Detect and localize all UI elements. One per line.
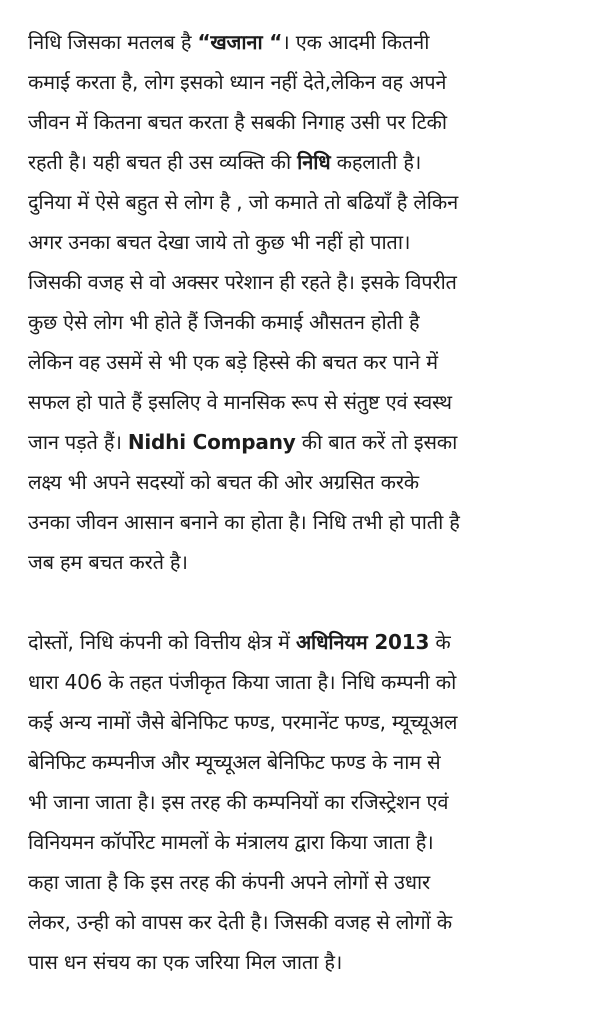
paragraph-spacer bbox=[28, 582, 571, 622]
text-run: भी जाना जाता है। इस तरह की कम्पनियों का रजिस्ट्रेशन एवं bbox=[28, 790, 449, 814]
text-run: उनका जीवन आसान बनाने का होता है। निधि तभी हो पाती है bbox=[28, 510, 460, 534]
text-line bbox=[28, 102, 571, 142]
text-run: रहती है। यही बचत ही उस व्यक्ति की bbox=[28, 150, 298, 174]
text-line bbox=[28, 142, 571, 182]
text-run: दोस्तों, निधि कंपनी को वित्तीय क्षेत्र में bbox=[28, 630, 296, 654]
text-line bbox=[28, 822, 571, 862]
text-run: जीवन में कितना बचत करता है सबकी निगाह उसी पर टिकी bbox=[28, 110, 447, 134]
text-run: कुछ ऐसे लोग भी होते हैं जिनकी कमाई औसतन होती है bbox=[28, 310, 420, 334]
text-line bbox=[28, 422, 571, 462]
text-line bbox=[28, 462, 571, 502]
text-line bbox=[28, 622, 571, 662]
bold-text: “खजाना “ bbox=[197, 30, 283, 54]
text-line bbox=[28, 262, 571, 302]
text-line bbox=[28, 702, 571, 742]
text-line bbox=[28, 902, 571, 942]
text-run: के bbox=[429, 630, 451, 654]
text-run: पास धन संचय का एक जरिया मिल जाता है। bbox=[28, 950, 343, 974]
text-run: जान पड़ते हैं। bbox=[28, 430, 128, 454]
text-run: लेकर, उन्ही को वापस कर देती है। जिसकी वजह से लोगों के bbox=[28, 910, 452, 934]
text-line bbox=[28, 662, 571, 702]
paragraph-2-text bbox=[28, 622, 571, 982]
text-line bbox=[28, 382, 571, 422]
text-line bbox=[28, 182, 571, 222]
text-line bbox=[28, 302, 571, 342]
text-run: लक्ष्य भी अपने सदस्यों को बचत की ओर अग्रसित करके bbox=[28, 470, 419, 494]
paragraph-nidhi-company-act bbox=[28, 622, 571, 982]
text-line bbox=[28, 862, 571, 902]
text-run: लेकिन वह उसमें से भी एक बड़े हिस्से की बचत कर पाने में bbox=[28, 350, 438, 374]
text-line bbox=[28, 502, 571, 542]
text-line bbox=[28, 782, 571, 822]
text-run: जब हम बचत करते है। bbox=[28, 550, 188, 574]
text-run: अगर उनका बचत देखा जाये तो कुछ भी नहीं हो पाता। bbox=[28, 230, 411, 254]
text-line bbox=[28, 22, 571, 62]
paragraph-1-text bbox=[28, 22, 571, 582]
bold-text: अधिनियम 2013 bbox=[295, 630, 430, 654]
text-run: दुनिया में ऐसे बहुत से लोग है , जो कमाते तो बढियाँ है लेकिन bbox=[28, 190, 458, 214]
text-run: निधि जिसका मतलब है bbox=[28, 30, 198, 54]
text-run: धारा 406 के तहत पंजीकृत किया जाता है। निधि कम्पनी को bbox=[28, 670, 457, 694]
text-run: कहा जाता है कि इस तरह की कंपनी अपने लोगों से उधार bbox=[28, 870, 430, 894]
text-run: बेनिफिट कम्पनीज और म्यूच्यूअल बेनिफिट फण्ड के नाम से bbox=[28, 750, 441, 774]
text-run: सफल हो पाते हैं इसलिए वे मानसिक रूप से संतुष्ट एवं स्वस्थ bbox=[28, 390, 452, 414]
text-run: की बात करें तो इसका bbox=[295, 430, 458, 454]
text-run: विनियमन कॉर्पोरेट मामलों के मंत्रालय द्वारा किया जाता है। bbox=[28, 830, 434, 854]
text-line bbox=[28, 942, 571, 982]
text-line bbox=[28, 222, 571, 262]
text-line bbox=[28, 742, 571, 782]
text-run: जिसकी वजह से वो अक्सर परेशान ही रहते है। इसके विपरीत bbox=[28, 270, 457, 294]
text-run: कमाई करता है, लोग इसको ध्यान नहीं देते,लेकिन वह अपने bbox=[28, 70, 447, 94]
paragraph-nidhi-meaning bbox=[28, 22, 571, 582]
bold-text: Nidhi Company bbox=[127, 430, 296, 454]
text-run: कहलाती है। bbox=[330, 150, 422, 174]
bold-text: निधि bbox=[297, 150, 331, 174]
text-run: कई अन्य नामों जैसे बेनिफिट फण्ड, परमानेंट फण्ड, म्यूच्यूअल bbox=[28, 710, 458, 734]
text-run: । एक आदमी कितनी bbox=[282, 30, 430, 54]
text-line bbox=[28, 542, 571, 582]
text-line bbox=[28, 342, 571, 382]
text-line bbox=[28, 62, 571, 102]
